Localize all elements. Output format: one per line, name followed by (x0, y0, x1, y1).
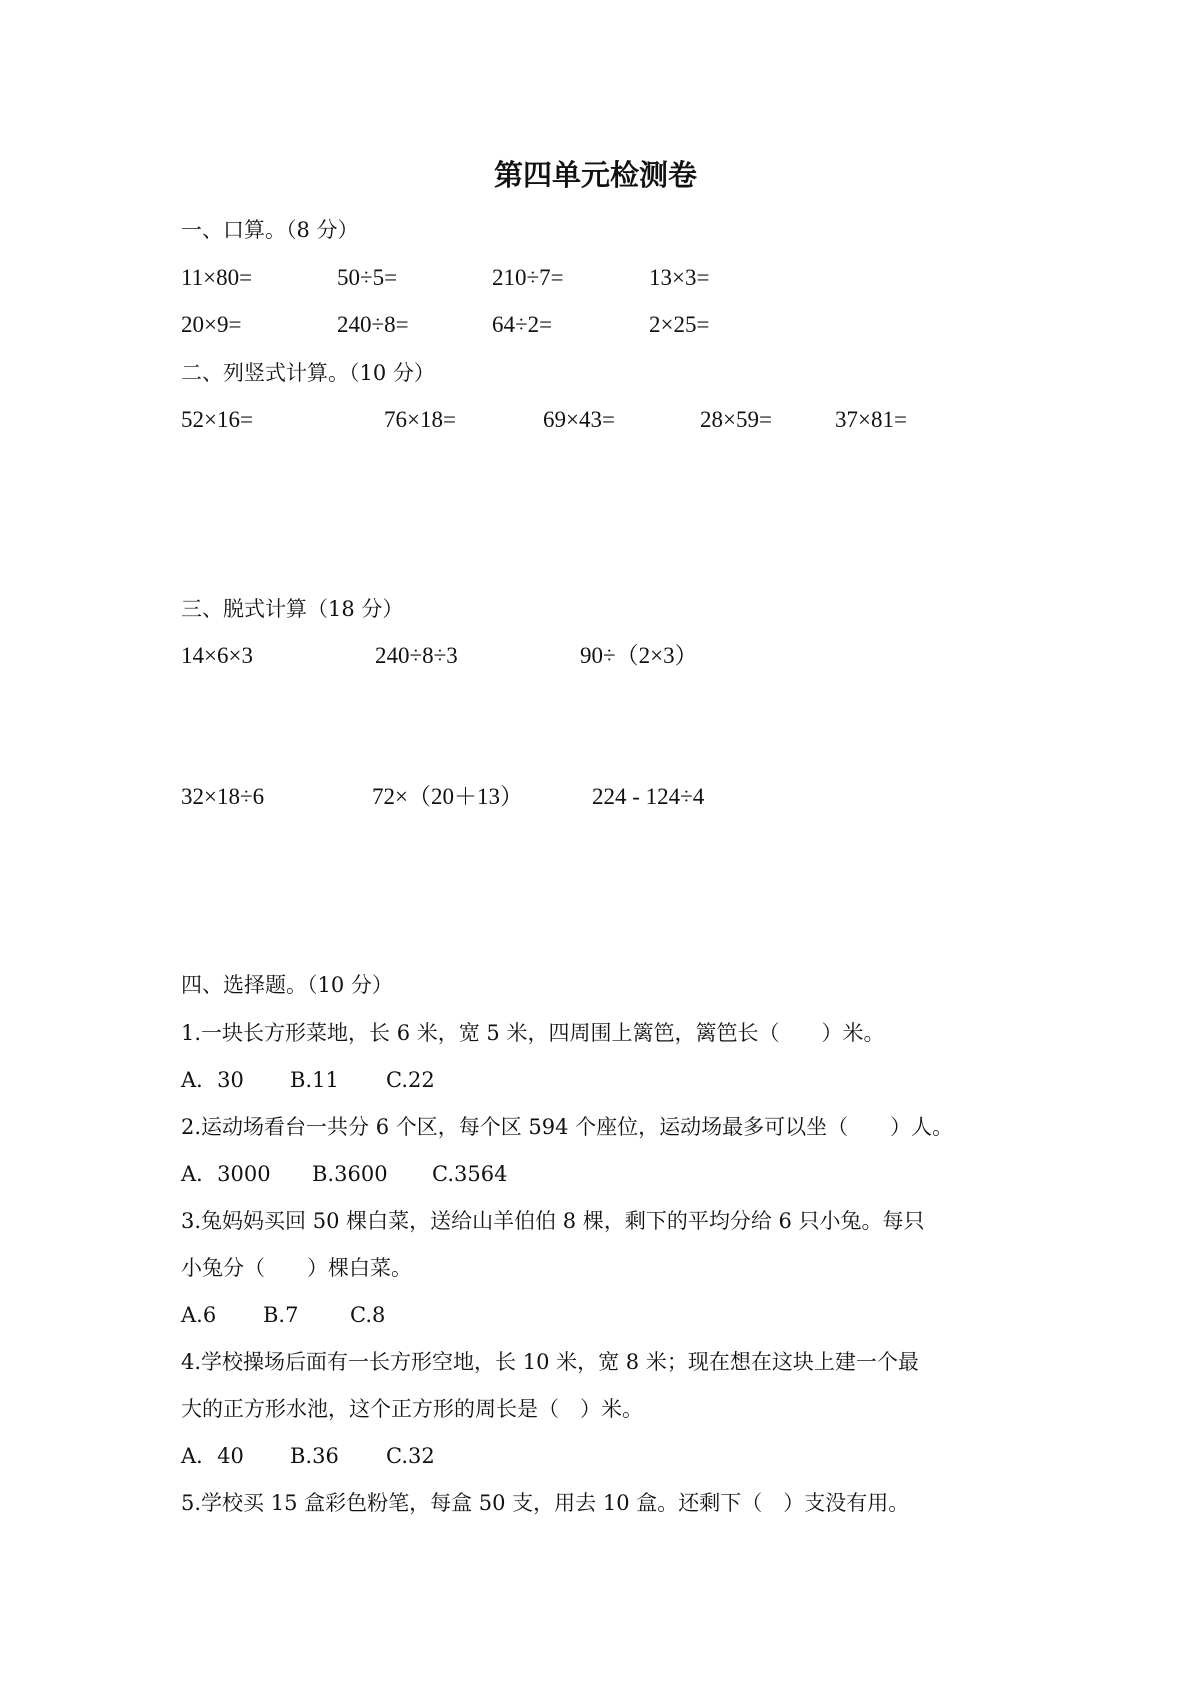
question-1-text: 1.一块长方形菜地，长 6 米，宽 5 米，四周围上篱笆，篱笆长（ ）米。 (181, 1021, 885, 1045)
option-b: B.3600 (312, 1162, 388, 1186)
oral-calc-item: 11×80= (181, 265, 253, 290)
vertical-calc-item: 37×81= (835, 407, 907, 432)
step-calc-item: 240÷8÷3 (375, 643, 458, 668)
question-2-text: 2.运动场看台一共分 6 个区，每个区 594 个座位，运动场最多可以坐（ ）人。 (181, 1115, 954, 1139)
option-b: B.36 (290, 1444, 339, 1468)
option-a: A.6 (181, 1303, 217, 1327)
oral-calc-item: 210÷7= (492, 265, 564, 290)
oral-calc-item: 2×25= (649, 312, 710, 337)
vertical-calc-item: 76×18= (384, 407, 456, 432)
oral-calc-item: 20×9= (181, 312, 242, 337)
option-c: C.8 (350, 1303, 386, 1327)
question-3-text: 3.兔妈妈买回 50 棵白菜，送给山羊伯伯 8 棵，剩下的平均分给 6 只小兔。每只 (181, 1209, 925, 1233)
option-c: C.32 (386, 1444, 435, 1468)
step-calc-item: 224 - 124÷4 (592, 784, 705, 809)
vertical-calc-item: 52×16= (181, 407, 253, 432)
option-c: C.22 (386, 1068, 435, 1092)
page-title: 第四单元检测卷 (493, 158, 697, 192)
vertical-calc-item: 69×43= (543, 407, 615, 432)
section-4-heading: 四、选择题。（10 分） (181, 973, 393, 997)
vertical-calc-item: 28×59= (700, 407, 772, 432)
oral-calc-item: 50÷5= (337, 265, 398, 290)
option-a: A．3000 (181, 1162, 271, 1186)
step-calc-item: 90÷（2×3） (580, 643, 698, 668)
oral-calc-item: 13×3= (649, 265, 710, 290)
step-calc-item: 32×18÷6 (181, 784, 265, 809)
section-3-heading: 三、脱式计算（18 分） (181, 597, 404, 621)
option-a: A．40 (181, 1444, 244, 1468)
step-calc-item: 14×6×3 (181, 643, 253, 668)
question-4-text: 4.学校操场后面有一长方形空地，长 10 米，宽 8 米；现在想在这块上建一个最 (181, 1350, 919, 1374)
oral-calc-item: 64÷2= (492, 312, 553, 337)
oral-calc-item: 240÷8= (337, 312, 409, 337)
step-calc-item: 72×（20＋13） (372, 784, 523, 809)
question-3-text-cont: 小兔分（ ）棵白菜。 (181, 1256, 412, 1280)
option-b: B.7 (263, 1303, 299, 1327)
question-4-text-cont: 大的正方形水池，这个正方形的周长是（ ）米。 (181, 1397, 643, 1421)
section-1-heading: 一、口算。（8 分） (181, 218, 359, 242)
option-b: B.11 (290, 1068, 339, 1092)
option-a: A．30 (181, 1068, 244, 1092)
question-5-text: 5.学校买 15 盒彩色粉笔，每盒 50 支，用去 10 盒。还剩下（ ）支没有用。 (181, 1491, 910, 1515)
section-2-heading: 二、列竖式计算。（10 分） (181, 361, 435, 385)
option-c: C.3564 (432, 1162, 508, 1186)
